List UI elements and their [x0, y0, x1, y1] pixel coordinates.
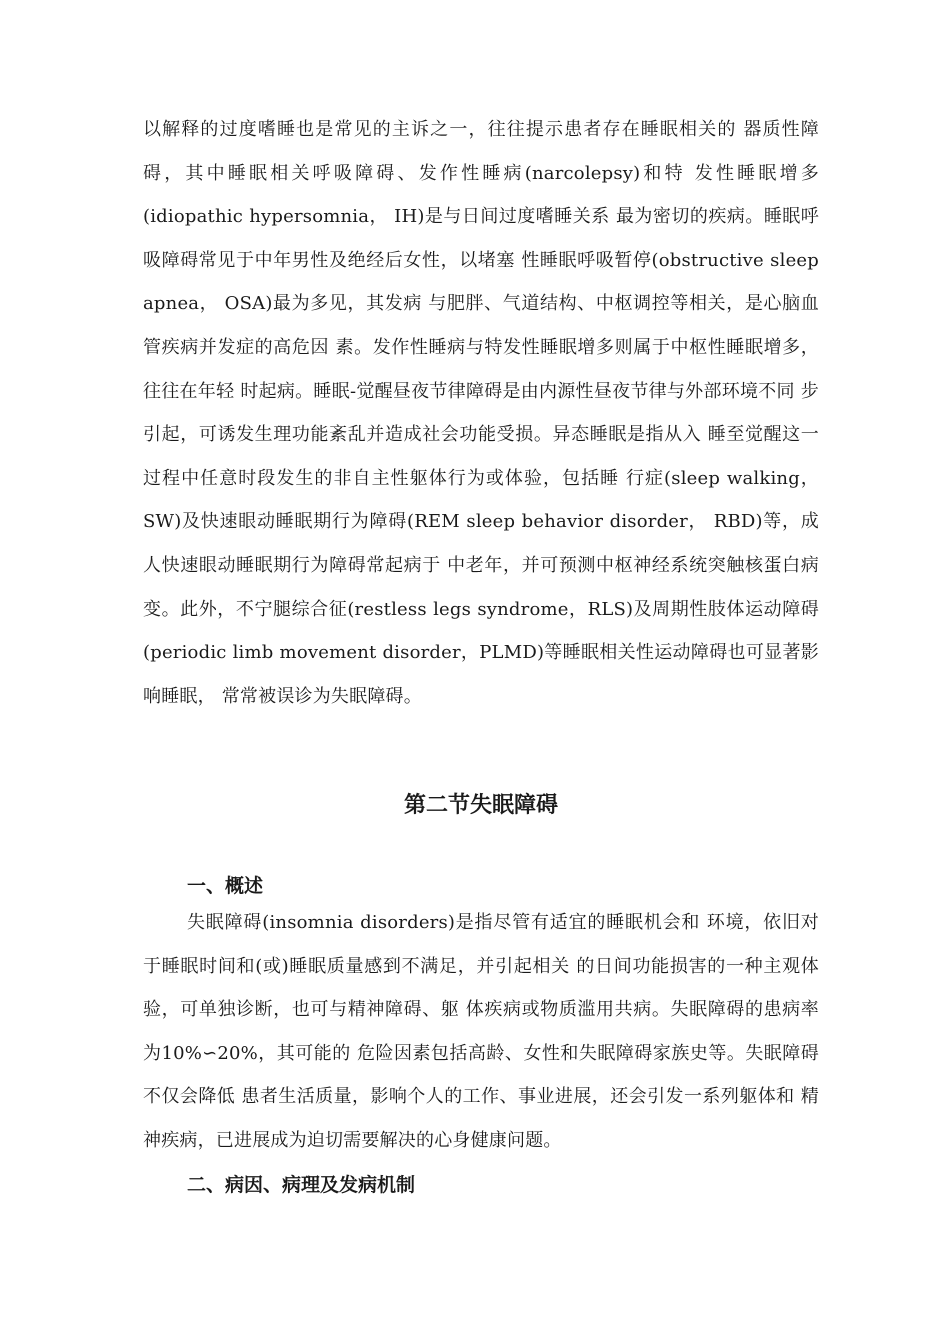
- section-title: 第二节失眠障碍: [403, 793, 558, 818]
- heading-overview: 一、概述: [187, 875, 264, 897]
- heading-etiology: 二、病因、病理及发病机制: [187, 1174, 416, 1196]
- continued-paragraph: 以解释的过度嗜睡也是常见的主诉之一，往往提示患者存在睡眠相关的 器质性障碍，其中睡眠相关呼吸障碍、发作性睡病(narcolepsy)和特 发性睡眠增多(idiopathic hypersomnia， IH)是与日间过度嗜睡关系 最为密切的疾病。睡眠呼吸障碍常见于中年男性及绝经后女性，以堵塞 性睡眠呼吸暂停(obstructive sleep apnea， OSA)最为多见，其发病 与肥胖、气道结构、中枢调控等相关，是心脑血管疾病并发症的高危因 素。发作性睡病与特发性睡眠增多则属于中枢性睡眠增多，往往在年轻 时起病。睡眠-觉醒昼夜节律障碍是由内源性昼夜节律与外部环境不同 步引起，可诱发生理功能紊乱并造成社会功能受损。异态睡眠是指从入 睡至觉醒这一过程中任意时段发生的非自主性躯体行为或体验，包括睡 行症(sleep walking， SW)及快速眼动睡眠期行为障碍(REM sleep behavior disorder， RBD)等，成人快速眼动睡眠期行为障碍常起病于 中老年，并可预测中枢神经系统突触核蛋白病变。此外，不宁腿综合征(restless legs syndrome，RLS)及周期性肢体运动障碍(periodic limb movement disorder，PLMD)等睡眠相关性运动障碍也可显著影响睡眠， 常常被误诊为失眠障碍。: [143, 119, 819, 707]
- overview-paragraph: 失眠障碍(insomnia disorders)是指尽管有适宜的睡眠机会和 环境，依旧对于睡眠时间和(或)睡眠质量感到不满足，并引起相关 的日间功能损害的一种主观体验，可单独诊断，也可与精神障碍、躯 体疾病或物质滥用共病。失眠障碍的患病率为10%∽20%，其可能的 危险因素包括高龄、女性和失眠障碍家族史等。失眠障碍不仅会降低 患者生活质量，影响个人的工作、事业进展，还会引发一系列躯体和 精神疾病，已进展成为迫切需要解决的心身健康问题。: [143, 912, 819, 1151]
